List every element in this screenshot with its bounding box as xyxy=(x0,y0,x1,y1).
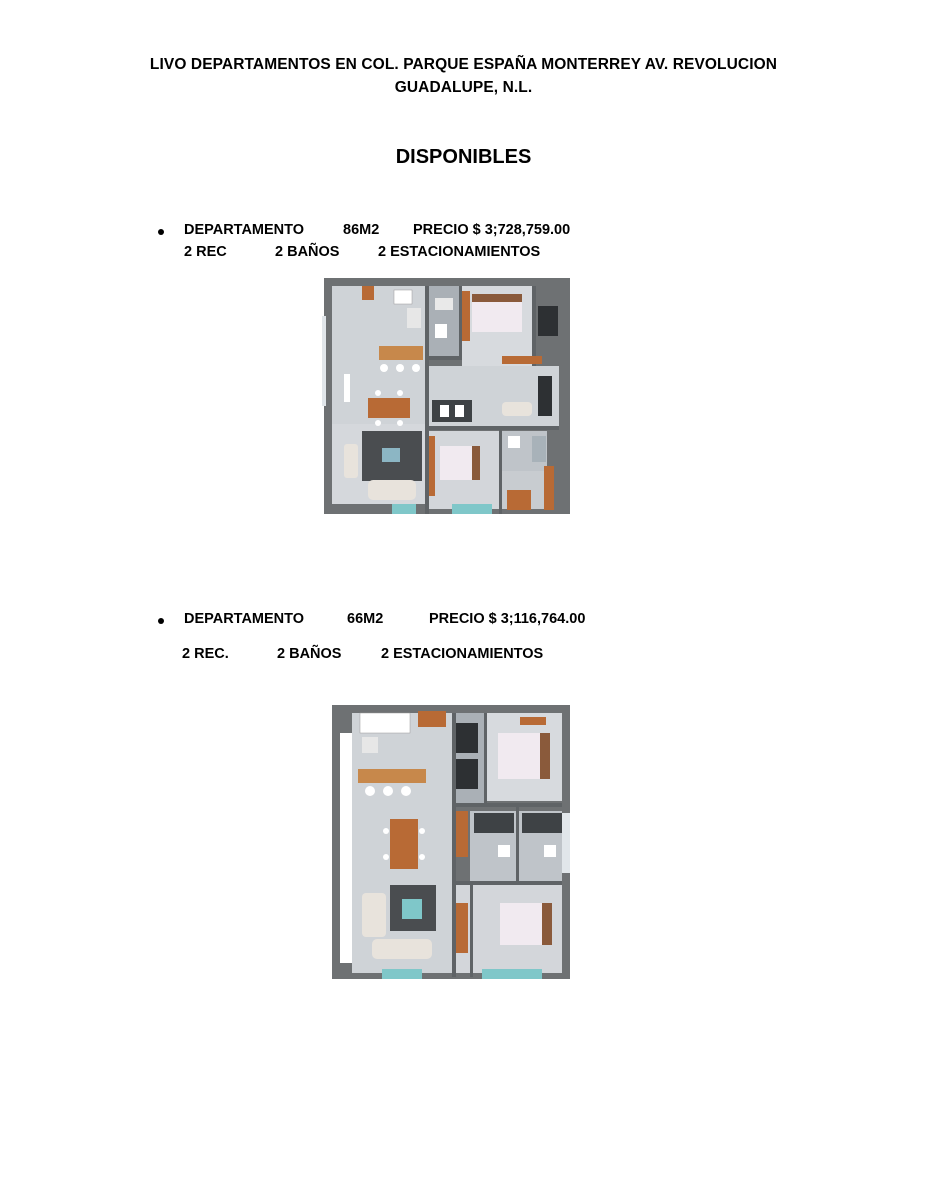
listing-2-summary xyxy=(0,611,927,631)
listing-2-parking: 2 ESTACIONAMIENTOS xyxy=(381,646,544,662)
listing-2-bathrooms: 2 BAÑOS xyxy=(277,646,342,662)
floor-plan-image-86m2 xyxy=(322,276,574,516)
listing-1-type: DEPARTAMENTO xyxy=(184,222,305,238)
listing-1-parking: 2 ESTACIONAMIENTOS xyxy=(378,244,541,260)
document-title-line-2: GUADALUPE, N.L. xyxy=(394,79,533,96)
listing-2-features xyxy=(0,646,927,666)
section-heading: DISPONIBLES xyxy=(395,146,532,168)
listing-2-bedrooms: 2 REC. xyxy=(182,646,229,662)
listing-1-bathrooms: 2 BAÑOS xyxy=(275,244,340,260)
listing-1-features xyxy=(0,244,927,264)
listing-1-bedrooms: 2 REC xyxy=(184,244,227,260)
listing-2-type: DEPARTAMENTO xyxy=(184,611,305,627)
listing-1-area: 86M2 xyxy=(343,222,380,238)
listing-1-summary xyxy=(0,222,927,242)
listing-2-price: PRECIO $ 3;116,764.00 xyxy=(429,611,586,627)
listing-2-area: 66M2 xyxy=(347,611,384,627)
document-title-line-1: LIVO DEPARTAMENTOS EN COL. PARQUE ESPAÑA MONTERREY AV. REVOLUCION xyxy=(149,56,778,73)
floor-plan-image-66m2 xyxy=(330,703,572,981)
listing-1-price: PRECIO $ 3;728,759.00 xyxy=(413,222,571,238)
